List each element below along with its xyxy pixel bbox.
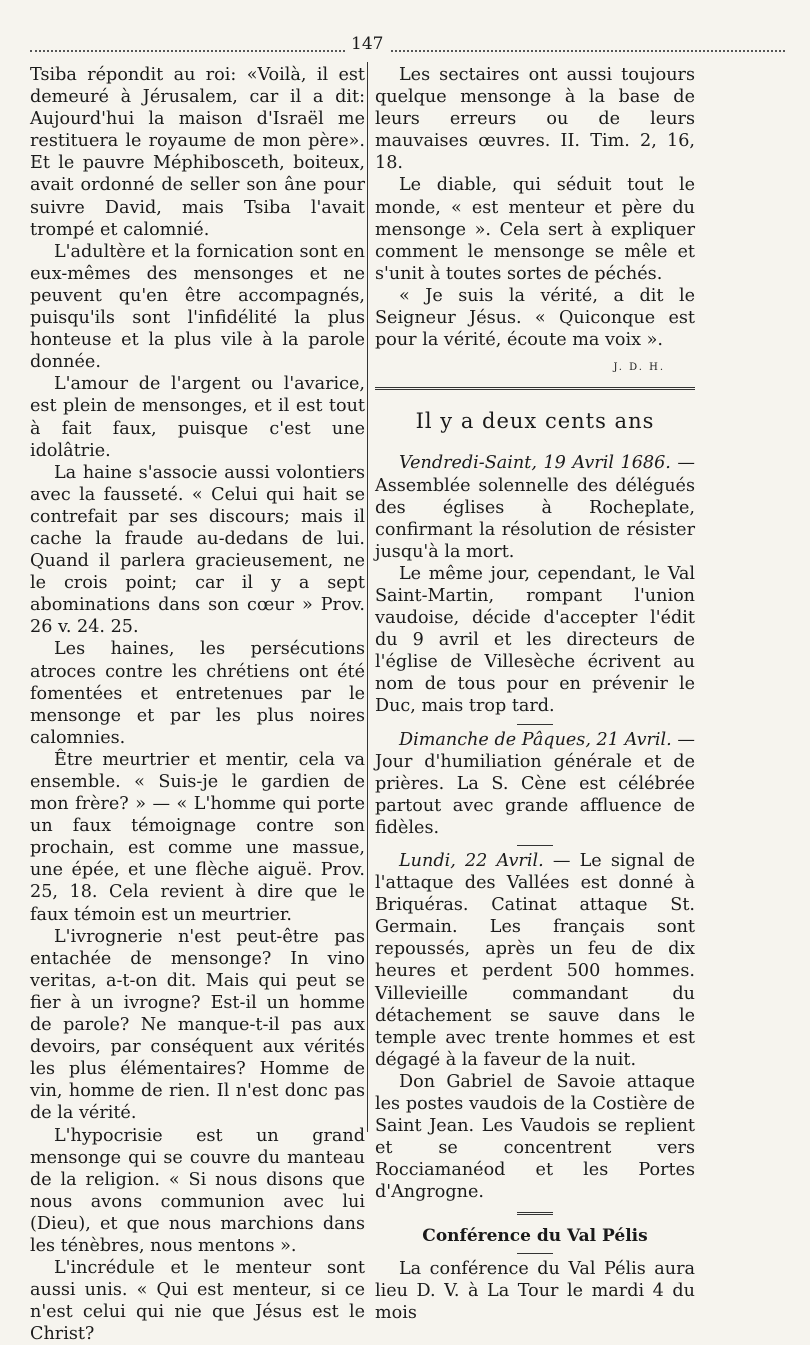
entry-separator	[517, 845, 553, 846]
page-number: 147	[345, 34, 389, 54]
top-dotted-rule	[30, 50, 785, 52]
entry-continuation: Don Gabriel de Savoie attaque les postes vaudois de la Costière de Saint Jean. Les Vaudois se replient et se concentrent vers Rocciamanéod et les Portes d'Angrogne.	[375, 1071, 695, 1203]
paragraph: Le diable, qui séduit tout le monde, « est menteur et père du mensonge ». Cela sert à expliquer comment le mensonge se mêle et s'unit à toutes sortes de péchés.	[375, 175, 695, 284]
paragraph: L'amour de l'argent ou l'avarice, est plein de mensonges, et il est tout à fait faux, puisque c'est une idolâtrie.	[30, 374, 365, 461]
section-separator	[517, 1212, 553, 1215]
paragraph: La haine s'associe aussi volontiers avec la fausseté. « Celui qui hait se contrefait par ses discours; mais il cache la fraude au-dedans de lui. Quand il parlera gracieusement, ne le crois point; car il y a sept abominations dans son cœur » Prov. 26 v. 24. 25.	[30, 462, 365, 638]
entry-text: — Assemblée solennelle des délégués des églises à Rocheplate, confirmant la résolution de résister jusqu'à la mort.	[375, 453, 696, 562]
entry-text: — Le signal de l'attaque des Vallées est donné à Briquéras. Catinat attaque St. Germain. Les français sont repoussés, après un feu de dix heures et perdent 500 hommes. Villevieille commandant du détachement se sauve dans le temple avec trente hommes et est dégagé à la faveur de la nuit.	[375, 851, 695, 1070]
paragraph: « Je suis la vérité, a dit le Seigneur Jésus. « Quiconque est pour la vérité, écoute ma voix ».	[375, 285, 695, 351]
entry-continuation: Le même jour, cependant, le Val Saint-Martin, rompant l'union vaudoise, décide d'accepter l'édit du 9 avril et les directeurs de l'église de Villesèche écrivent au nom de tous pour en prévenir le Duc, mais trop tard.	[375, 563, 695, 717]
paragraph: Tsiba répondit au roi: «Voilà, il est demeuré à Jérusalem, car il a dit: Aujourd'hui la maison d'Israël me restituera le royaume de mon père». Et le pauvre Méphibosceth, boiteux, avait ordonné de seller son âne pour suivre David, mais Tsiba l'avait trompé et calomnié.	[30, 65, 365, 240]
paragraph: Les sectaires ont aussi toujours quelque mensonge à la base de leurs erreurs ou de leurs mauvaises œuvres. II. Tim. 2, 16, 18.	[375, 65, 695, 174]
paragraph: Être meurtrier et mentir, cela va ensemble. « Suis-je le gardien de mon frère? » — « L'homme qui porte un faux témoignage contre son prochain, est comme une massue, une épée, et une flèche aiguë. Prov. 25, 18. Cela revient à dire que le faux témoin est un meurtrier.	[30, 749, 365, 925]
section-heading: Il y a deux cents ans	[415, 409, 655, 434]
paragraph: L'incrédule et le menteur sont aussi unis. « Qui est menteur, si ce n'est celui qui nie que Jésus est le Christ?	[30, 1258, 365, 1345]
paragraph: L'adultère et la fornication sont en eux-mêmes des mensonges et ne peuvent qu'en être accompagnés, puisqu'ils sont l'infidélité la plus honteuse et la plus vile à la parole donnée.	[30, 241, 365, 373]
entry	[375, 850, 695, 1071]
left-column	[30, 64, 365, 1345]
entry-separator	[517, 724, 553, 725]
paragraph: L'hypocrisie est un grand mensonge qui se couvre du manteau de la religion. « Si nous disons que nous avons communion avec lui (Dieu), et que nous marchions dans les ténèbres, nous mentons ».	[30, 1125, 365, 1256]
paragraph: Les haines, les persécutions atroces contre les chrétiens ont été fomentées et entretenues par le mensonge et par les plus noires calomnies.	[30, 639, 365, 748]
column-divider	[367, 62, 368, 1132]
conference-text: La conférence du Val Pélis aura lieu D. V. à La Tour le mardi 4 du mois	[375, 1258, 695, 1323]
right-column	[375, 64, 695, 1324]
paragraph: L'ivrognerie n'est peut-être pas entachée de mensonge? In vino veritas, a-t-on dit. Mais qui peut se fier à un ivrogne? Est-il un homme de parole? Ne manque-t-il pas aux devoirs, par conséquent aux vérités les plus élémentaires? Homme de vin, homme de rien. Il n'est donc pas de la vérité.	[30, 926, 365, 1124]
entry-date: Dimanche de Pâques, 21 Avril.	[399, 729, 672, 750]
entry-date: Lundi, 22 Avril.	[399, 851, 544, 871]
entry	[375, 452, 695, 562]
author-signature: J. D. H.	[613, 362, 665, 374]
entry-date: Vendredi-Saint, 19 Avril 1686.	[399, 453, 671, 474]
entry-text: — Jour d'humiliation générale et de prières. La S. Cène est célébrée partout avec grande affluence de fidèles.	[375, 729, 696, 838]
heading-underline	[517, 1253, 553, 1254]
entry	[375, 729, 695, 839]
conference-heading: Conférence du Val Pélis	[422, 1225, 648, 1246]
section-rule	[375, 387, 695, 390]
